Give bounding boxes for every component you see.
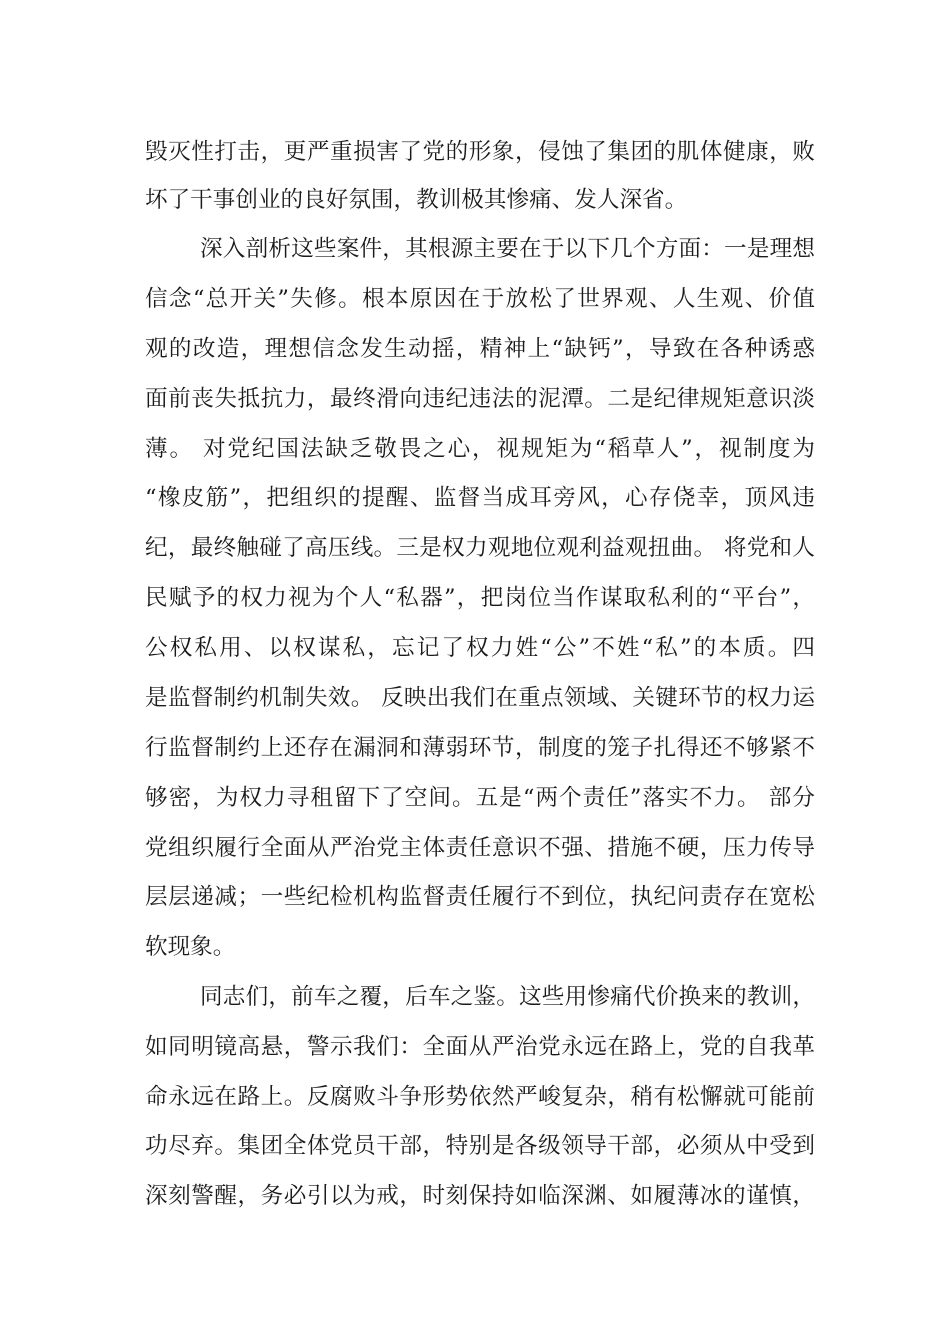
paragraph-first-line: 深入剖析这些案件，其根源主要在于以下几个方面：一是理想 [200, 236, 815, 262]
text-line: 信念“总开关”失修。根本原因在于放松了世界观、人生观、价值 [145, 286, 815, 312]
text-line: 如同明镜高悬，警示我们：全面从严治党永远在路上，党的自我革 [145, 1034, 815, 1060]
text-line: 薄。 对党纪国法缺乏敬畏之心，视规矩为“稻草人”，视制度为 [145, 436, 815, 462]
text-line: “橡皮筋”，把组织的提醒、监督当成耳旁风，心存侥幸，顶风违 [145, 485, 815, 511]
text-line: 坏了干事创业的良好氛围，教训极其惨痛、发人深省。 [145, 187, 688, 213]
text-line: 民赋予的权力视为个人“私器”，把岗位当作谋取私利的“平台”， [145, 585, 815, 611]
text-line: 深刻警醒，务必引以为戒，时刻保持如临深渊、如履薄冰的谨慎， [145, 1183, 815, 1209]
text-line: 够密，为权力寻租留下了空间。五是“两个责任”落实不力。 部分 [145, 785, 815, 811]
text-line: 毁灭性打击，更严重损害了党的形象，侵蚀了集团的肌体健康，败 [145, 139, 815, 165]
text-line: 观的改造，理想信念发生动摇，精神上“缺钙”，导致在各种诱惑 [145, 336, 815, 362]
text-line: 功尽弃。集团全体党员干部，特别是各级领导干部，必须从中受到 [145, 1133, 815, 1159]
text-line: 是监督制约机制失效。 反映出我们在重点领域、关键环节的权力运 [145, 685, 815, 711]
text-line: 软现象。 [145, 934, 236, 960]
text-line: 层层递减；一些纪检机构监督责任履行不到位，执纪问责存在宽松 [145, 884, 815, 910]
paragraph-first-line: 同志们，前车之覆，后车之鉴。这些用惨痛代价换来的教训， [200, 984, 815, 1010]
text-line: 党组织履行全面从严治党主体责任意识不强、措施不硬，压力传导 [145, 835, 815, 861]
text-line: 面前丧失抵抗力，最终滑向违纪违法的泥潭。二是纪律规矩意识淡 [145, 386, 815, 412]
text-line: 纪，最终触碰了高压线。三是权力观地位观利益观扭曲。 将党和人 [145, 535, 815, 561]
text-line: 命永远在路上。反腐败斗争形势依然严峻复杂，稍有松懈就可能前 [145, 1084, 815, 1110]
text-line: 行监督制约上还存在漏洞和薄弱环节，制度的笼子扎得还不够紧不 [145, 735, 815, 761]
text-line: 公权私用、以权谋私，忘记了权力姓“公”不姓“私”的本质。四 [145, 635, 815, 661]
